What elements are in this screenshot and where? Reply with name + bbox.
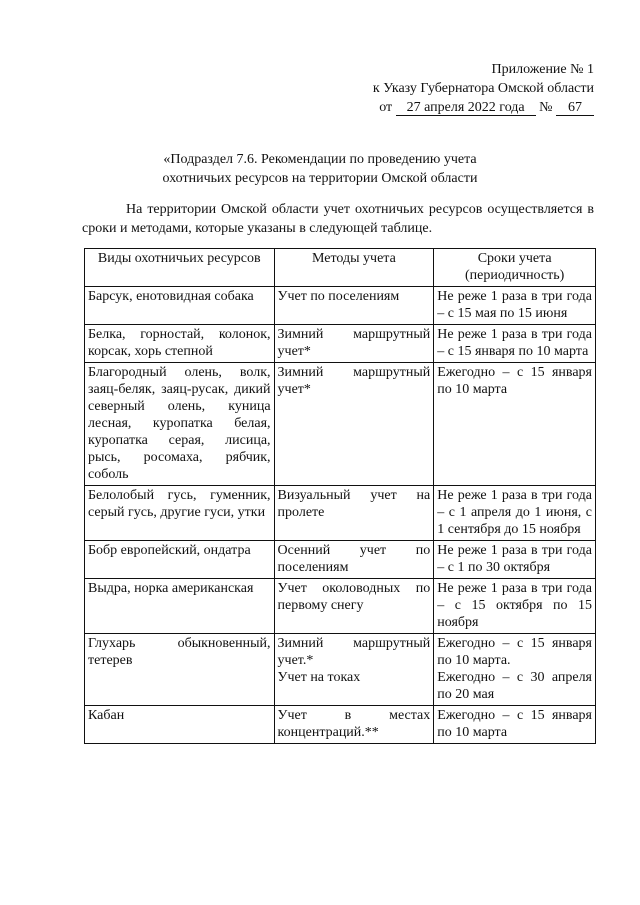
section-heading-line-1: «Подраздел 7.6. Рекомендации по проведению учета (163, 152, 477, 167)
table-header-row (85, 249, 596, 287)
cell-method (274, 634, 434, 706)
method-text: Зимний маршрутный учет* (277, 327, 431, 359)
cell-method (274, 706, 434, 744)
appendix-date-line (373, 98, 594, 117)
cell-species: Белолобый гусь, гуменник, серый гусь, другие гуси, утки (85, 486, 275, 541)
cell-species: Благородный олень, волк, заяц-беляк, заяц-русак, дикий северный олень, куница лесная, куропатка белая, куропатка серая, лисица, рысь, росомаха, рябчик, соболь (85, 363, 275, 486)
appendix-title: Приложение № 1 (491, 62, 594, 77)
cell-method (274, 579, 434, 634)
table-body (85, 287, 596, 744)
period-text: Не реже 1 раза в три года – с 1 апреля до 1 июня, с 1 сентября до 15 ноября (437, 488, 592, 537)
period-text: Не реже 1 раза в три года – с 15 мая по 15 июня (437, 289, 592, 321)
cell-period (434, 287, 596, 325)
header-species: Виды охотничьих ресурсов (85, 249, 275, 287)
cell-species: Выдра, норка американская (85, 579, 275, 634)
decree-date: 27 апреля 2022 года (396, 100, 536, 116)
cell-period (434, 363, 596, 486)
method-text: Учет околоводных по первому снегу (277, 581, 431, 613)
method-text: Учет на токах (277, 670, 361, 685)
appendix-block (373, 60, 594, 117)
intro-paragraph: На территории Омской области учет охотничьих ресурсов осуществляется в сроки и методами, которые указаны в следующей таблице. (82, 202, 594, 236)
cell-species: Барсук, енотовидная собака (85, 287, 275, 325)
section-heading (0, 150, 640, 188)
cell-method (274, 541, 434, 579)
table-row (85, 541, 596, 579)
cell-period (434, 486, 596, 541)
date-prefix: от (379, 100, 393, 115)
decree-number: 67 (556, 100, 594, 116)
table-row (85, 325, 596, 363)
table-row (85, 579, 596, 634)
cell-species: Бобр европейский, ондатра (85, 541, 275, 579)
method-text: Осенний учет по поселениям (277, 543, 431, 575)
method-text: Зимний маршрутный учет.* (277, 636, 431, 668)
cell-method (274, 486, 434, 541)
table-row (85, 287, 596, 325)
cell-period (434, 706, 596, 744)
cell-species: Кабан (85, 706, 275, 744)
method-text: Визуальный учет на пролете (277, 488, 431, 520)
cell-method (274, 325, 434, 363)
table-row (85, 706, 596, 744)
number-sign: № (539, 100, 553, 115)
cell-period (434, 579, 596, 634)
section-heading-line-2: охотничьих ресурсов на территории Омской области (162, 171, 478, 186)
method-text: Учет по поселениям (277, 289, 400, 304)
method-text: Учет в местах концентраций.** (277, 708, 431, 740)
table-row (85, 363, 596, 486)
cell-period (434, 634, 596, 706)
period-text: Не реже 1 раза в три года – с 15 января по 10 марта (437, 327, 592, 359)
period-text: Ежегодно – с 15 января по 10 марта (437, 365, 592, 397)
appendix-decree: к Указу Губернатора Омской области (372, 81, 594, 96)
period-text: Не реже 1 раза в три года – с 1 по 30 октября (437, 543, 592, 575)
cell-species: Глухарь обыкновенный, тетерев (85, 634, 275, 706)
period-text: Ежегодно – с 15 января по 10 марта. (437, 636, 592, 668)
cell-period (434, 325, 596, 363)
cell-species: Белка, горностай, колонок, корсак, хорь степной (85, 325, 275, 363)
cell-method (274, 363, 434, 486)
header-period: Сроки учета (периодичность) (434, 249, 596, 287)
table-row (85, 634, 596, 706)
cell-method (274, 287, 434, 325)
hunting-resources-table (84, 248, 596, 744)
header-methods: Методы учета (274, 249, 434, 287)
method-text: Зимний маршрутный учет* (277, 365, 431, 397)
period-text: Не реже 1 раза в три года – с 15 октября по 15 ноября (437, 581, 592, 630)
cell-period (434, 541, 596, 579)
table-row (85, 486, 596, 541)
period-text: Ежегодно – с 15 января по 10 марта (437, 708, 592, 740)
period-text: Ежегодно – с 30 апреля по 20 мая (437, 670, 592, 702)
